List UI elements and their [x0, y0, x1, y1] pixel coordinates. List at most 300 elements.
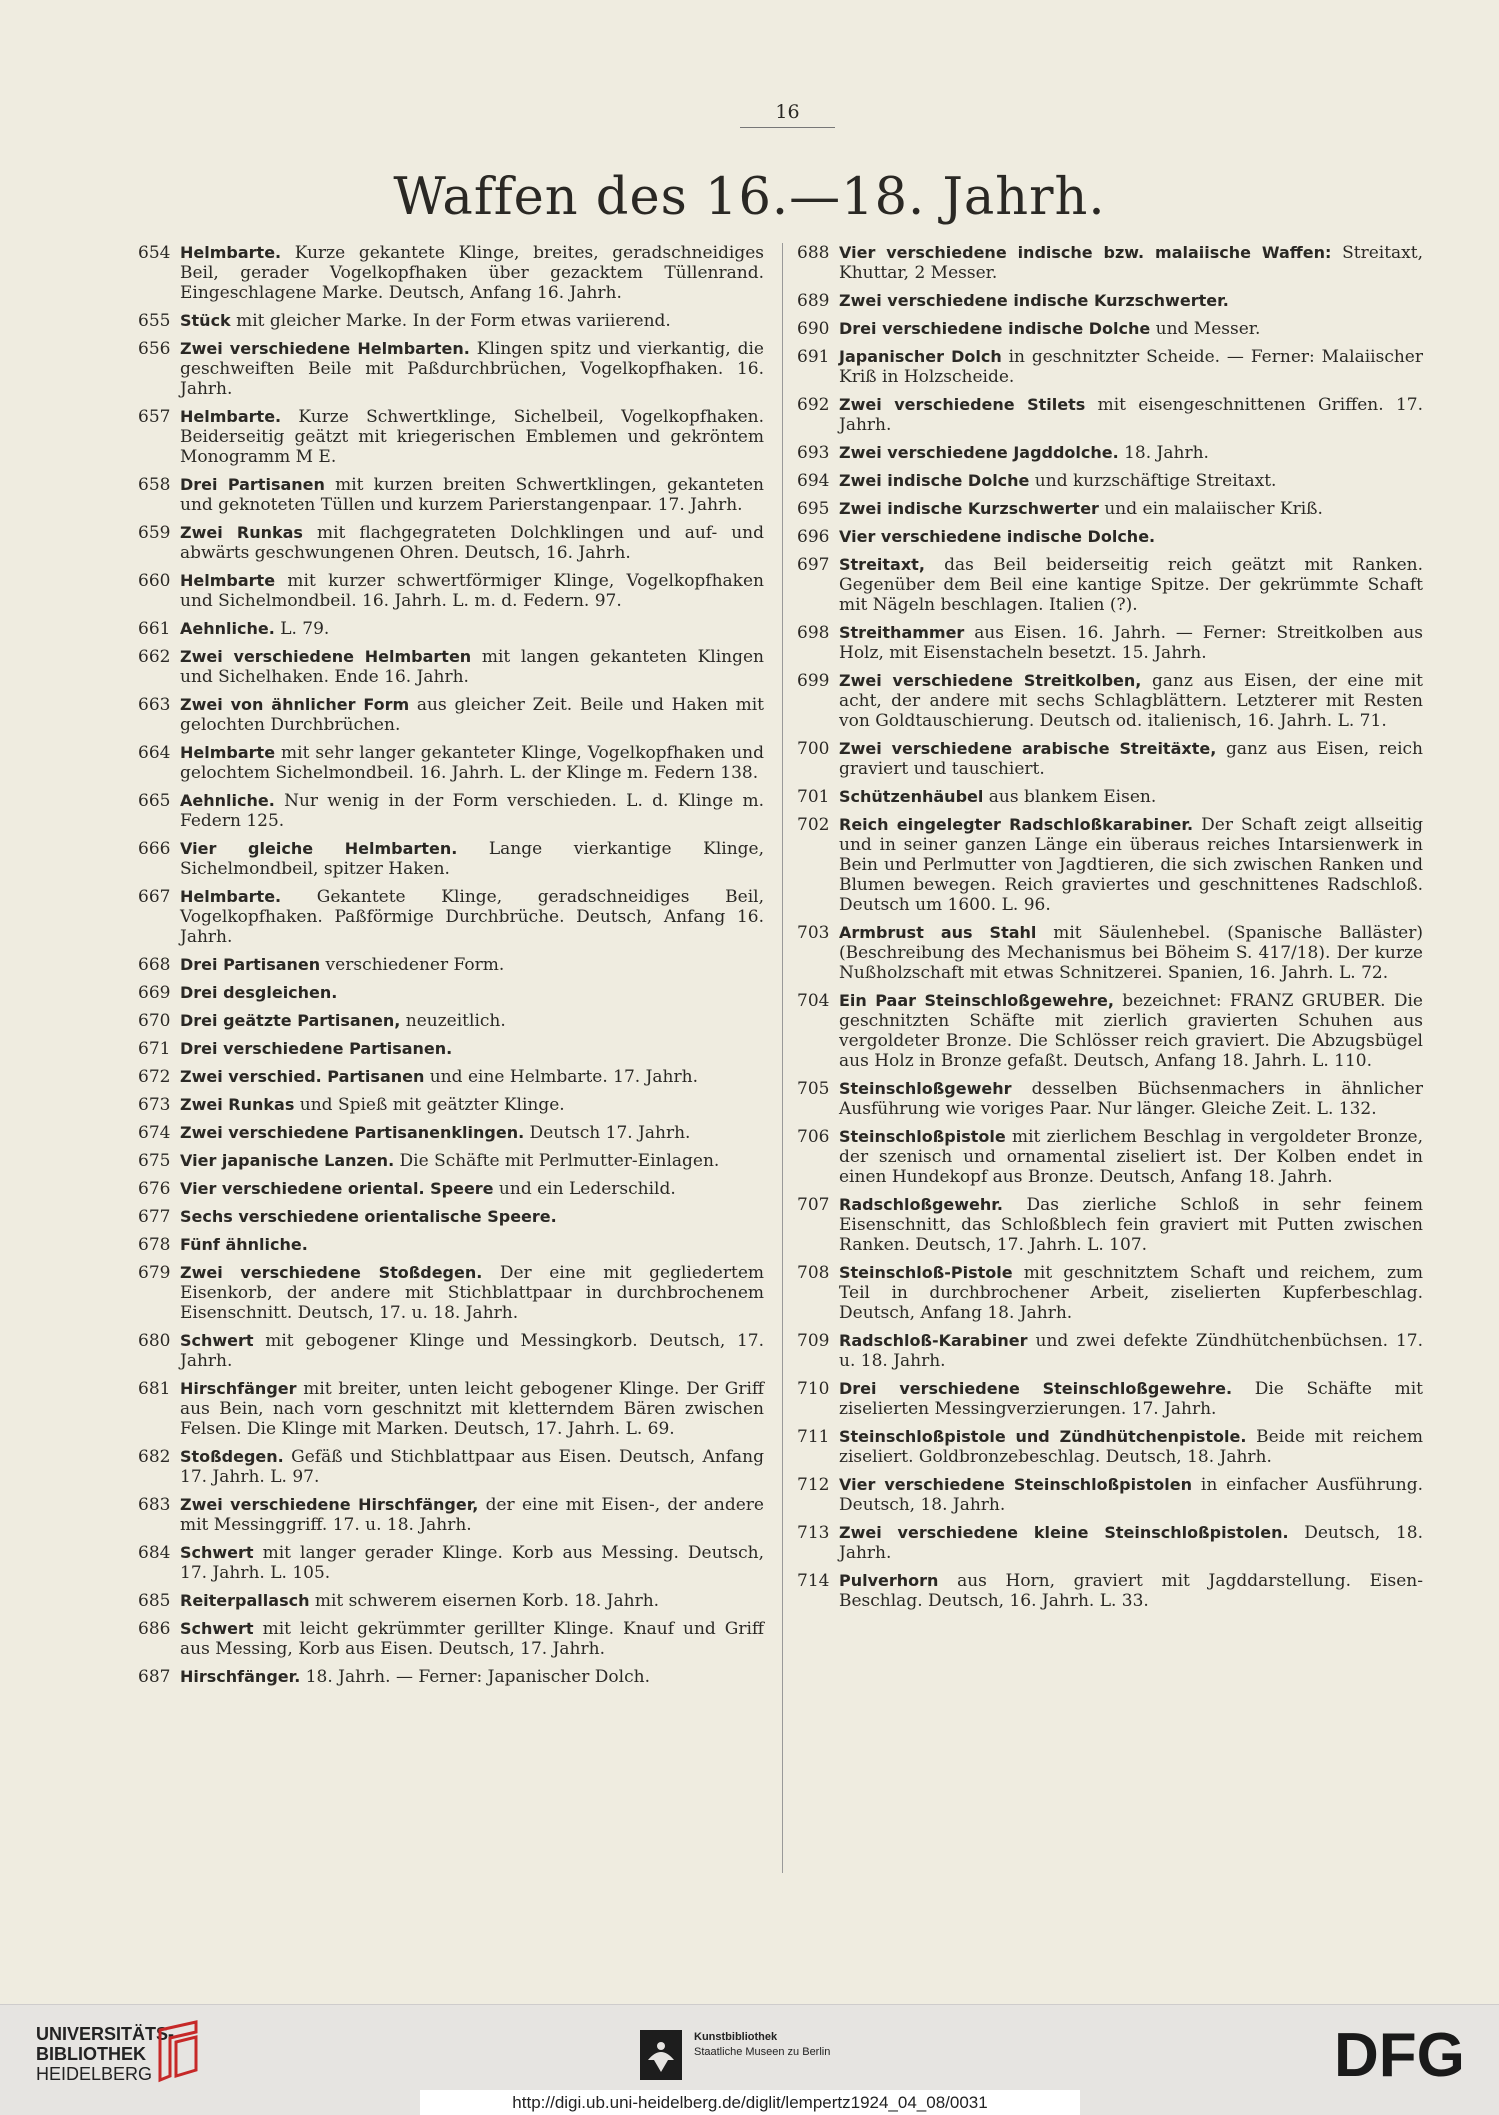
entry-description: 18. Jahrh. — Ferner: Japanischer Dolch.	[300, 1667, 650, 1687]
entry-description: Deutsch, 18. Jahrh.	[839, 1523, 1423, 1563]
entry-description: und Spieß mit geätzter Klinge.	[294, 1095, 565, 1115]
catalog-entry	[797, 623, 1423, 663]
catalog-entry	[797, 527, 1423, 547]
catalog-entry	[797, 1195, 1423, 1255]
catalog-entry	[138, 339, 764, 399]
entry-number: 709	[797, 1331, 830, 1351]
kb-title: Kunstbibliothek	[694, 2031, 778, 2043]
entry-text	[180, 695, 764, 735]
entry-text	[839, 1195, 1423, 1255]
entry-heading: Reiterpallasch	[180, 1591, 310, 1610]
entry-heading: Zwei verschiedene Jagddolche.	[839, 443, 1119, 462]
catalog-entry	[797, 1331, 1423, 1371]
right-column	[797, 243, 1423, 1619]
entry-number: 686	[138, 1619, 171, 1639]
entry-heading: Helmbarte	[180, 571, 276, 590]
entry-number: 713	[797, 1523, 830, 1543]
entry-number: 658	[138, 475, 171, 495]
entry-description: das Beil beiderseitig reich geätzt mit Ranken. Gegenüber dem Beil eine kantige Spitze. Der gekrümmte Schaft mit Nägeln beschlagen. Italien (?).	[839, 555, 1423, 615]
entry-description: Kurze gekantete Klinge, breites, geradschneidiges Beil, gerader Vogelkopfhaken über gezacktem Tüllenrand. Eingeschlagene Marke. Deutsch, Anfang 16. Jahrh.	[180, 243, 764, 303]
catalog-entry	[797, 395, 1423, 435]
entry-heading: Sechs verschiedene orientalische Speere.	[180, 1207, 557, 1226]
entry-description: mit eisengeschnittenen Griffen. 17. Jahrh.	[839, 395, 1423, 435]
entry-number: 660	[138, 571, 171, 591]
entry-number: 676	[138, 1179, 171, 1199]
entry-number: 698	[797, 623, 830, 643]
entry-number: 669	[138, 983, 171, 1003]
catalog-entry	[797, 1379, 1423, 1419]
entry-number: 655	[138, 311, 171, 331]
entry-heading: Stoßdegen.	[180, 1447, 284, 1466]
entry-text	[839, 1331, 1423, 1371]
entry-heading: Ein Paar Steinschloßgewehre,	[839, 991, 1114, 1010]
catalog-entry	[797, 1523, 1423, 1563]
entry-heading: Zwei verschiedene Stoßdegen.	[180, 1263, 483, 1282]
entry-description: und zwei defekte Zündhütchenbüchsen. 17. u. 18. Jahrh.	[839, 1331, 1423, 1371]
entry-heading: Zwei verschiedene arabische Streitäxte,	[839, 739, 1217, 758]
catalog-entry	[797, 1571, 1423, 1611]
catalog-entry	[138, 1667, 764, 1687]
entry-number: 683	[138, 1495, 171, 1515]
entry-heading: Fünf ähnliche.	[180, 1235, 308, 1254]
entry-description: aus Eisen. 16. Jahrh. — Ferner: Streitkolben aus Holz, mit Eisenstacheln besetzt. 15. Jahrh.	[839, 623, 1423, 663]
entry-description: mit langer gerader Klinge. Korb aus Messing. Deutsch, 17. Jahrh. L. 105.	[180, 1543, 764, 1583]
entry-heading: Helmbarte.	[180, 407, 282, 426]
entry-text	[180, 743, 764, 783]
entry-number: 689	[797, 291, 830, 311]
entry-number: 673	[138, 1095, 171, 1115]
entry-text	[839, 991, 1423, 1071]
entry-number: 677	[138, 1207, 171, 1227]
entry-heading: Zwei verschiedene Stilets	[839, 395, 1086, 414]
entry-description: Lange vierkantige Klinge, Sichelmondbeil, spitzer Haken.	[180, 839, 764, 879]
entry-heading: Steinschloßgewehr	[839, 1079, 1012, 1098]
entry-description: mit gebogener Klinge und Messingkorb. Deutsch, 17. Jahrh.	[180, 1331, 764, 1371]
entry-description: in einfacher Ausführung. Deutsch, 18. Jahrh.	[839, 1475, 1424, 1515]
catalog-entry	[138, 983, 764, 1003]
entry-description: verschiedener Form.	[320, 955, 505, 975]
entry-description: neuzeitlich.	[400, 1011, 506, 1031]
entry-number: 672	[138, 1067, 171, 1087]
catalog-entry	[797, 1475, 1423, 1515]
entry-number: 703	[797, 923, 830, 943]
entry-text	[839, 1571, 1423, 1611]
entry-number: 668	[138, 955, 171, 975]
entry-text	[180, 1379, 764, 1439]
catalog-entry	[797, 555, 1423, 615]
catalog-entry	[138, 243, 764, 303]
entry-description: mit kurzer schwertförmiger Klinge, Vogelkopfhaken und Sichelmondbeil. 16. Jahrh. L. m. d. Federn. 97.	[180, 571, 764, 611]
entry-text	[839, 1427, 1423, 1467]
entry-description: in geschnitzter Scheide. — Ferner: Malaiischer Kriß in Holzscheide.	[839, 347, 1423, 387]
entry-number: 663	[138, 695, 171, 715]
kunstbibliothek-eagle-icon	[640, 2030, 682, 2080]
entry-number: 711	[797, 1427, 830, 1447]
kunstbibliothek-text	[694, 2030, 830, 2060]
entry-heading: Drei desgleichen.	[180, 983, 338, 1002]
entry-description: Der eine mit gegliedertem Eisenkorb, der andere mit Stichblattpaar in durchbrochenem Eisenschnitt. Deutsch, 17. u. 18. Jahrh.	[180, 1263, 765, 1323]
entry-heading: Schwert	[180, 1331, 254, 1350]
catalog-entry	[138, 571, 764, 611]
catalog-entry	[138, 407, 764, 467]
entry-number: 661	[138, 619, 171, 639]
entry-heading: Drei Partisanen	[180, 475, 325, 494]
entry-heading: Stück	[180, 311, 231, 330]
entry-description: Kurze Schwertklinge, Sichelbeil, Vogelkopfhaken. Beiderseitig geätzt mit kriegerischen Emblemen und gekröntem Monogramm M E.	[180, 407, 764, 467]
entry-number: 685	[138, 1591, 171, 1611]
entry-heading: Steinschloßpistole und Zündhütchenpistole.	[839, 1427, 1247, 1446]
entry-text	[180, 1447, 764, 1487]
entry-number: 656	[138, 339, 171, 359]
entry-number: 702	[797, 815, 830, 835]
catalog-entry	[138, 839, 764, 879]
entry-number: 654	[138, 243, 171, 263]
entry-text	[180, 1039, 764, 1059]
entry-text	[180, 523, 764, 563]
catalog-entry	[797, 291, 1423, 311]
entry-description: 18. Jahrh.	[1118, 443, 1209, 463]
source-url[interactable]: http://digi.ub.uni-heidelberg.de/diglit/lempertz1924_04_08/0031	[420, 2090, 1080, 2115]
entry-text	[839, 1079, 1423, 1119]
catalog-entry	[138, 311, 764, 331]
entry-heading: Hirschfänger	[180, 1379, 297, 1398]
entry-heading: Zwei Runkas	[180, 1095, 295, 1114]
entry-text	[180, 1591, 764, 1611]
entry-number: 664	[138, 743, 171, 763]
entry-description: Der Schaft zeigt allseitig und in seiner ganzen Länge ein überaus reiches Intarsienwerk in Bein und Perlmutter von Jagdtieren, die sich zwischen Ranken und Blumen bewegen. Reich graviertes und geschnittenes Radschloß. Deutsch um 1600. L. 96.	[839, 815, 1424, 915]
entry-heading: Hirschfänger.	[180, 1667, 301, 1686]
catalog-entry	[138, 1447, 764, 1487]
entry-heading: Vier verschiedene indische Dolche.	[839, 527, 1156, 546]
catalog-entry	[138, 475, 764, 515]
catalog-entry	[797, 243, 1423, 283]
entry-text	[180, 1331, 764, 1371]
catalog-entry	[797, 787, 1423, 807]
entry-heading: Reich eingelegter Radschloßkarabiner.	[839, 815, 1194, 834]
column-divider	[782, 243, 783, 1873]
catalog-entry	[797, 1079, 1423, 1119]
catalog-entry	[138, 1263, 764, 1323]
entry-text	[839, 787, 1423, 807]
entry-number: 690	[797, 319, 830, 339]
entry-heading: Vier verschiedene indische bzw. malaiische Waffen:	[839, 243, 1332, 262]
entry-heading: Zwei verschiedene Helmbarten.	[180, 339, 470, 358]
entry-heading: Radschloß-Karabiner	[839, 1331, 1028, 1350]
entry-heading: Drei Partisanen	[180, 955, 321, 974]
entry-heading: Drei geätzte Partisanen,	[180, 1011, 401, 1030]
dfg-logo-text: DFG	[1334, 2024, 1465, 2084]
entry-heading: Zwei verschiedene indische Kurzschwerter.	[839, 291, 1229, 310]
entry-number: 706	[797, 1127, 830, 1147]
entry-text	[180, 983, 764, 1003]
entry-number: 674	[138, 1123, 171, 1143]
entry-heading: Streithammer	[839, 623, 965, 642]
entry-text	[180, 243, 764, 303]
entry-text	[180, 1067, 764, 1087]
catalog-entry	[138, 1011, 764, 1031]
entry-number: 671	[138, 1039, 171, 1059]
entry-description: mit Säulenhebel. (Spanische Balläster) (Beschreibung des Mechanismus bei Böheim S. 417/18). Der kurze Nußholzschaft mit etwas Schnitzerei. Spanien, 16. Jahrh. L. 72.	[839, 923, 1423, 983]
entry-number: 707	[797, 1195, 830, 1215]
entry-text	[839, 1379, 1423, 1419]
entry-heading: Steinschloßpistole	[839, 1127, 1006, 1146]
entry-number: 684	[138, 1543, 171, 1563]
entry-heading: Vier japanische Lanzen.	[180, 1151, 395, 1170]
entry-description: der eine mit Eisen-, der andere mit Messinggriff. 17. u. 18. Jahrh.	[180, 1495, 764, 1535]
entry-description: Beide mit reichem ziseliert. Goldbronzebeschlag. Deutsch, 18. Jahrh.	[839, 1427, 1423, 1467]
catalog-entry	[138, 647, 764, 687]
entry-heading: Streitaxt,	[839, 555, 925, 574]
catalog-entry	[797, 739, 1423, 779]
ub-logo-line2: BIBLIOTHEK	[36, 2044, 146, 2064]
entry-heading: Zwei verschiedene Helmbarten	[180, 647, 472, 666]
entry-description: Streitaxt, Khuttar, 2 Messer.	[839, 243, 1423, 283]
entry-text	[839, 243, 1423, 283]
entry-number: 670	[138, 1011, 171, 1031]
catalog-entry	[138, 523, 764, 563]
entry-number: 681	[138, 1379, 171, 1399]
entry-text	[180, 1263, 764, 1323]
entry-number: 691	[797, 347, 830, 367]
entry-heading: Zwei verschiedene kleine Steinschloßpistolen.	[839, 1523, 1289, 1542]
ub-logo-line1: UNIVERSITÄTS-	[36, 2024, 175, 2044]
entry-text	[839, 499, 1423, 519]
entry-heading: Schwert	[180, 1543, 254, 1562]
entry-number: 659	[138, 523, 171, 543]
entry-heading: Helmbarte	[180, 743, 276, 762]
entry-text	[839, 1127, 1423, 1187]
dfg-logo	[1334, 2024, 1474, 2084]
entry-number: 696	[797, 527, 830, 547]
entry-text	[180, 407, 764, 467]
entry-number: 699	[797, 671, 830, 691]
catalog-entry	[138, 887, 764, 947]
entry-description: mit kurzen breiten Schwertklingen, gekanteten und geknoteten Tüllen und kurzem Parierstangenpaar. 17. Jahrh.	[180, 475, 765, 515]
catalog-entry	[797, 815, 1423, 915]
entry-heading: Vier verschiedene oriental. Speere	[180, 1179, 494, 1198]
entry-heading: Drei verschiedene Partisanen.	[180, 1039, 453, 1058]
entry-description: mit schwerem eisernen Korb. 18. Jahrh.	[309, 1591, 660, 1611]
entry-text	[839, 739, 1423, 779]
catalog-entry	[797, 443, 1423, 463]
catalog-entry	[138, 743, 764, 783]
entry-text	[180, 1095, 764, 1115]
entry-number: 679	[138, 1263, 171, 1283]
entry-text	[839, 471, 1423, 491]
catalog-entry	[797, 347, 1423, 387]
entry-text	[180, 1235, 764, 1255]
entry-text	[180, 571, 764, 611]
entry-description: L. 79.	[274, 619, 330, 639]
entry-description: desselben Büchsenmachers in ähnlicher Ausführung wie voriges Paar. Nur länger. Gleiche Zeit. L. 132.	[839, 1079, 1423, 1119]
catalog-entry	[138, 1543, 764, 1583]
entry-text	[839, 1523, 1423, 1563]
catalog-entry	[138, 1619, 764, 1659]
entry-text	[839, 815, 1423, 915]
catalog-entry	[797, 991, 1423, 1071]
catalog-entry	[138, 1331, 764, 1371]
entry-text	[180, 1619, 764, 1659]
kb-subtitle: Staatliche Museen zu Berlin	[694, 2046, 831, 2058]
left-column	[138, 243, 764, 1695]
entry-text	[839, 671, 1423, 731]
entry-number: 665	[138, 791, 171, 811]
entry-description: mit langen gekanteten Klingen und Sichelhaken. Ende 16. Jahrh.	[180, 647, 764, 687]
entry-text	[180, 619, 764, 639]
catalog-entry	[138, 1379, 764, 1439]
entry-number: 714	[797, 1571, 830, 1591]
entry-text	[180, 1011, 764, 1031]
entry-text	[180, 311, 764, 331]
entry-heading: Aehnliche.	[180, 791, 275, 810]
entry-description: Deutsch 17. Jahrh.	[524, 1123, 691, 1143]
entry-text	[180, 475, 764, 515]
entry-text	[180, 1207, 764, 1227]
catalog-entry	[797, 1127, 1423, 1187]
entry-number: 675	[138, 1151, 171, 1171]
entry-text	[180, 1667, 764, 1687]
entry-description: und ein malaiischer Kriß.	[1098, 499, 1323, 519]
entry-text	[839, 347, 1423, 387]
entry-text	[180, 339, 764, 399]
entry-text	[839, 555, 1423, 615]
entry-text	[839, 395, 1423, 435]
entry-heading: Helmbarte.	[180, 887, 282, 906]
catalog-entry	[138, 1067, 764, 1087]
entry-number: 701	[797, 787, 830, 807]
entry-heading: Helmbarte.	[180, 243, 282, 262]
entry-description: ganz aus Eisen, der eine mit acht, der andere mit sechs Schlagblättern. Letzterer mit Resten von Goldtauschierung. Deutsch od. italienisch, 16. Jahrh. L. 71.	[839, 671, 1423, 731]
entry-number: 700	[797, 739, 830, 759]
entry-description: aus Horn, graviert mit Jagddarstellung. Eisen-Beschlag. Deutsch, 16. Jahrh. L. 33.	[839, 1571, 1423, 1611]
catalog-entry	[797, 923, 1423, 983]
entry-heading: Zwei von ähnlicher Form	[180, 695, 410, 714]
entry-number: 657	[138, 407, 171, 427]
catalog-entry	[138, 695, 764, 735]
catalog-entry	[138, 955, 764, 975]
page-number: 16	[740, 101, 835, 128]
entry-heading: Armbrust aus Stahl	[839, 923, 1037, 942]
entry-number: 678	[138, 1235, 171, 1255]
entry-text	[180, 1179, 764, 1199]
entry-number: 710	[797, 1379, 830, 1399]
entry-heading: Vier verschiedene Steinschloßpistolen	[839, 1475, 1192, 1494]
entry-number: 662	[138, 647, 171, 667]
entry-description: bezeichnet: FRANZ GRUBER. Die geschnitzten Schäfte mit zierlich gravierten Schuhen aus vergoldeter Bronze. Die Schlösser reich graviert. Die Abzugsbügel aus Holz in Bronze gefaßt. Deutsch, Anfang 18. Jahrh. L. 110.	[839, 991, 1423, 1071]
entry-text	[839, 623, 1423, 663]
entry-text	[180, 1123, 764, 1143]
entry-description: mit flachgegrateten Dolchklingen und auf- und abwärts geschwungenen Ohren. Deutsch, 16. Jahrh.	[180, 523, 764, 563]
entry-description: mit sehr langer gekanteter Klinge, Vogelkopfhaken und gelochtem Sichelmondbeil. 16. Jahrh. L. der Klinge m. Federn 138.	[180, 743, 764, 783]
catalog-entry	[138, 1039, 764, 1059]
entry-description: Das zierliche Schloß in sehr feinem Eisenschnitt, das Schloßblech fein graviert mit Putten zwischen Ranken. Deutsch, 17. Jahrh. L. 107.	[839, 1195, 1423, 1255]
entry-heading: Zwei verschied. Partisanen	[180, 1067, 425, 1086]
catalog-entry	[797, 1427, 1423, 1467]
catalog-entry	[138, 1123, 764, 1143]
entry-text	[180, 647, 764, 687]
entry-number: 682	[138, 1447, 171, 1467]
entry-text	[839, 1475, 1423, 1515]
entry-description: mit leicht gekrümmter gerillter Klinge. Knauf und Griff aus Messing, Korb aus Eisen. Deutsch, 17. Jahrh.	[180, 1619, 764, 1659]
entry-text	[180, 1543, 764, 1583]
entry-number: 667	[138, 887, 171, 907]
entry-number: 708	[797, 1263, 830, 1283]
entry-description: mit zierlichem Beschlag in vergoldeter Bronze, der szenisch und ornamental ziseliert ist. Der Kolben endet in einen Hundekopf aus Bronze. Deutsch, Anfang 18. Jahrh.	[839, 1127, 1423, 1187]
entry-heading: Japanischer Dolch	[839, 347, 1002, 366]
entry-text	[180, 955, 764, 975]
ub-logo-line3: HEIDELBERG	[36, 2064, 153, 2084]
entry-heading: Zwei indische Kurzschwerter	[839, 499, 1099, 518]
catalog-entry	[138, 1095, 764, 1115]
entry-heading: Zwei verschiedene Streitkolben,	[839, 671, 1142, 690]
catalog-entry	[138, 1495, 764, 1535]
entry-heading: Vier gleiche Helmbarten.	[180, 839, 458, 858]
entry-number: 694	[797, 471, 830, 491]
entry-number: 712	[797, 1475, 830, 1495]
entry-number: 687	[138, 1667, 171, 1687]
entry-description: mit breiter, unten leicht gebogener Klinge. Der Griff aus Bein, nach vorn geschnitzt mit kletterndem Bären zwischen Felsen. Die Klinge mit Marken. Deutsch, 17. Jahrh. L. 69.	[180, 1379, 764, 1439]
entry-text	[180, 887, 764, 947]
entry-description: und eine Helmbarte. 17. Jahrh.	[424, 1067, 698, 1087]
entry-text	[180, 839, 764, 879]
entry-description: und kurzschäftige Streitaxt.	[1029, 471, 1277, 491]
entry-heading: Schützenhäubel	[839, 787, 984, 806]
entry-text	[180, 1495, 764, 1535]
catalog-entry	[797, 471, 1423, 491]
entry-heading: Zwei verschiedene Partisanenklingen.	[180, 1123, 525, 1142]
entry-description: und Messer.	[1150, 319, 1261, 339]
entry-description: aus gleicher Zeit. Beile und Haken mit gelochten Durchbrüchen.	[180, 695, 764, 735]
entry-number: 695	[797, 499, 830, 519]
catalog-entry	[138, 791, 764, 831]
entry-description: aus blankem Eisen.	[983, 787, 1157, 807]
ub-emblem-icon	[150, 2020, 202, 2086]
entry-heading: Radschloßgewehr.	[839, 1195, 1003, 1214]
catalog-entry	[138, 1235, 764, 1255]
entry-description: Nur wenig in der Form verschieden. L. d. Klinge m. Federn 125.	[180, 791, 764, 831]
page-title: Waffen des 16.—18. Jahrh.	[393, 168, 1106, 227]
catalog-entry	[138, 1207, 764, 1227]
catalog-entry	[797, 319, 1423, 339]
entry-text	[839, 527, 1423, 547]
entry-text	[180, 1151, 764, 1171]
catalog-entry	[138, 1591, 764, 1611]
entry-heading: Zwei Runkas	[180, 523, 303, 542]
entry-number: 680	[138, 1331, 171, 1351]
entry-text	[180, 791, 764, 831]
entry-heading: Drei verschiedene Steinschloßgewehre.	[839, 1379, 1233, 1398]
entry-heading: Aehnliche.	[180, 619, 275, 638]
entry-description: Gekantete Klinge, geradschneidiges Beil, Vogelkopfhaken. Paßförmige Durchbrüche. Deutsch, Anfang 16. Jahrh.	[180, 887, 764, 947]
entry-heading: Steinschloß-Pistole	[839, 1263, 1013, 1282]
entry-heading: Schwert	[180, 1619, 254, 1638]
entry-heading: Drei verschiedene indische Dolche	[839, 319, 1151, 338]
entry-text	[839, 923, 1423, 983]
entry-description: Klingen spitz und vierkantig, die geschweiften Beile mit Paßdurchbrüchen, Vogelkopfhaken. 16. Jahrh.	[180, 339, 764, 399]
entry-description: Die Schäfte mit Perlmutter-Einlagen.	[394, 1151, 720, 1171]
catalog-entry	[797, 1263, 1423, 1323]
entry-description: mit gleicher Marke. In der Form etwas variierend.	[230, 311, 671, 331]
entry-text	[839, 291, 1423, 311]
catalog-entry	[797, 499, 1423, 519]
entry-heading: Pulverhorn	[839, 1571, 939, 1590]
entry-heading: Zwei indische Dolche	[839, 471, 1030, 490]
catalog-entry	[138, 1151, 764, 1171]
catalog-entry	[138, 1179, 764, 1199]
catalog-entry	[138, 619, 764, 639]
entry-description: ganz aus Eisen, reich graviert und tauschiert.	[839, 739, 1423, 779]
entry-number: 697	[797, 555, 830, 575]
